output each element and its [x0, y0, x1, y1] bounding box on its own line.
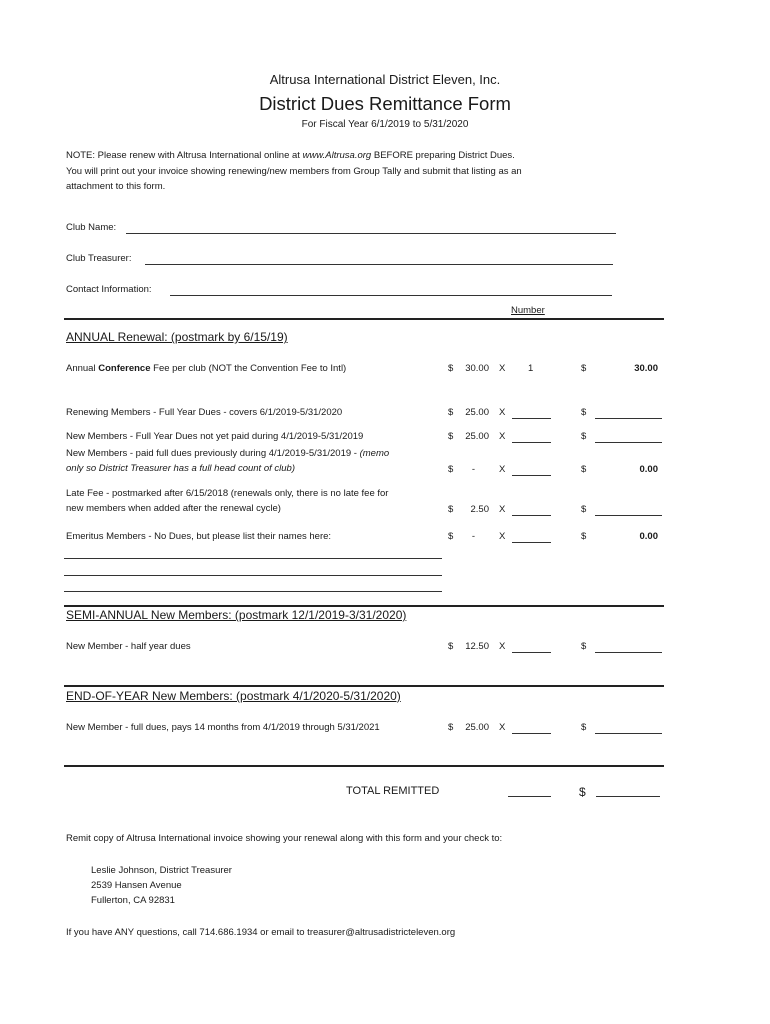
semi-annual-qty-field[interactable] [512, 642, 551, 653]
semi-annual-heading: SEMI-ANNUAL New Members: (postmark 12/1/2019-3/31/2020) [66, 608, 407, 622]
note-line-3: attachment to this form. [66, 181, 166, 192]
dollar-sign: $ [448, 504, 454, 515]
memo-qty-field[interactable] [512, 465, 551, 476]
dollar-sign: $ [448, 363, 454, 374]
contact-info-field[interactable] [170, 285, 612, 296]
semi-annual-label: New Member - half year dues [66, 641, 191, 652]
memo-line-1 [66, 448, 389, 459]
renewing-members-label: Renewing Members - Full Year Dues - covers 6/1/2019-5/31/2020 [66, 407, 343, 418]
treasurer-city: Fullerton, CA 92831 [91, 895, 175, 906]
semi-annual-price: 12.50 [465, 641, 489, 652]
times-sign: X [499, 464, 506, 475]
dollar-sign: $ [448, 641, 454, 652]
late-fee-price: 2.50 [470, 504, 489, 515]
times-sign: X [499, 363, 506, 374]
annual-heading: ANNUAL Renewal: (postmark by 6/15/19) [66, 330, 288, 344]
dollar-sign: $ [581, 464, 587, 475]
renewing-price: 25.00 [465, 407, 489, 418]
emeritus-price: - [471, 531, 475, 542]
conf-prefix: Annual [66, 363, 99, 374]
conference-total: 30.00 [634, 363, 658, 374]
contact-info-label: Contact Information: [66, 284, 152, 295]
section-divider [64, 605, 664, 607]
dollar-sign: $ [581, 641, 587, 652]
conf-suffix: Fee per club (NOT the Convention Fee to Intl) [150, 363, 347, 374]
emeritus-qty-field[interactable] [512, 532, 551, 543]
memo-price: - [471, 464, 475, 475]
treasurer-name: Leslie Johnson, District Treasurer [91, 865, 232, 876]
memo-prefix: New Members - paid full dues previously during 4/1/2019-5/31/2019 - [66, 448, 360, 459]
remit-instruction: Remit copy of Altrusa International invoice showing your renewal along with this form and your check to: [66, 833, 503, 844]
note-line-2: You will print out your invoice showing renewing/new members from Group Tally and submit that listing as an [66, 166, 522, 177]
end-of-year-qty-field[interactable] [512, 723, 551, 734]
section-divider [64, 685, 664, 687]
emeritus-label: Emeritus Members - No Dues, but please list their names here: [66, 531, 332, 542]
semi-annual-total-field[interactable] [595, 642, 662, 653]
form-title: District Dues Remittance Form [259, 93, 511, 114]
late-fee-line-1: Late Fee - postmarked after 6/15/2018 (renewals only, there is no late fee for [66, 488, 389, 499]
altrusa-link[interactable]: www.Altrusa.org [302, 150, 372, 161]
times-sign: X [499, 431, 506, 442]
dollar-sign: $ [581, 722, 587, 733]
club-treasurer-label: Club Treasurer: [66, 253, 132, 264]
memo-total: 0.00 [639, 464, 658, 475]
late-fee-qty-field[interactable] [512, 505, 551, 516]
late-fee-total-field[interactable] [595, 505, 662, 516]
times-sign: X [499, 641, 506, 652]
dollar-sign: $ [448, 464, 454, 475]
end-of-year-heading: END-OF-YEAR New Members: (postmark 4/1/2020-5/31/2020) [66, 689, 401, 703]
note-suffix: BEFORE preparing District Dues. [371, 150, 515, 161]
total-remitted-field[interactable] [596, 786, 660, 797]
emeritus-name-line-2[interactable] [64, 575, 442, 576]
times-sign: X [499, 722, 506, 733]
dollar-sign: $ [448, 531, 454, 542]
times-sign: X [499, 531, 506, 542]
dollar-sign: $ [581, 407, 587, 418]
end-of-year-label: New Member - full dues, pays 14 months from 4/1/2019 through 5/31/2021 [66, 722, 380, 733]
total-qty-field[interactable] [508, 786, 551, 797]
memo-line-2: only so District Treasurer has a full head count of club) [66, 463, 295, 474]
dollar-sign: $ [581, 504, 587, 515]
new-members-label: New Members - Full Year Dues not yet paid during 4/1/2019-5/31/2019 [66, 431, 364, 442]
new-members-total-field[interactable] [595, 432, 662, 443]
late-fee-line-2: new members when added after the renewal cycle) [66, 503, 281, 514]
dollar-sign: $ [581, 363, 587, 374]
conf-bold: Conference [98, 363, 151, 374]
organization-name: Altrusa International District Eleven, Inc. [269, 72, 501, 87]
dollar-sign: $ [581, 431, 587, 442]
fiscal-year: For Fiscal Year 6/1/2019 to 5/31/2020 [301, 119, 469, 130]
dollar-sign: $ [448, 431, 454, 442]
dollar-sign: $ [581, 531, 587, 542]
dollar-sign: $ [448, 722, 454, 733]
conference-price: 30.00 [465, 363, 489, 374]
treasurer-street: 2539 Hansen Avenue [91, 880, 182, 891]
conference-qty: 1 [528, 363, 534, 374]
total-remitted-label: TOTAL REMITTED [346, 785, 440, 797]
new-members-price: 25.00 [465, 431, 489, 442]
emeritus-total: 0.00 [639, 531, 658, 542]
note-prefix: NOTE: Please renew with Altrusa International online at [66, 150, 303, 161]
renewing-total-field[interactable] [595, 408, 662, 419]
memo-italic: (memo [359, 448, 390, 459]
renewing-qty-field[interactable] [512, 408, 551, 419]
emeritus-name-line-1[interactable] [64, 558, 442, 559]
number-column-header: Number [511, 305, 545, 316]
conference-fee-label [66, 363, 346, 374]
club-name-label: Club Name: [66, 222, 117, 233]
end-of-year-price: 25.00 [465, 722, 489, 733]
section-divider [64, 765, 664, 767]
end-of-year-total-field[interactable] [595, 723, 662, 734]
questions-contact: If you have ANY questions, call 714.686.1934 or email to treasurer@altrusadistricteleven.org [66, 927, 456, 938]
times-sign: X [499, 504, 506, 515]
dollar-sign: $ [448, 407, 454, 418]
note-line-1 [66, 150, 515, 161]
section-divider [64, 318, 664, 320]
times-sign: X [499, 407, 506, 418]
club-name-field[interactable] [126, 223, 616, 234]
dollar-sign: $ [579, 785, 586, 799]
new-members-qty-field[interactable] [512, 432, 551, 443]
club-treasurer-field[interactable] [145, 254, 613, 265]
emeritus-name-line-3[interactable] [64, 591, 442, 592]
